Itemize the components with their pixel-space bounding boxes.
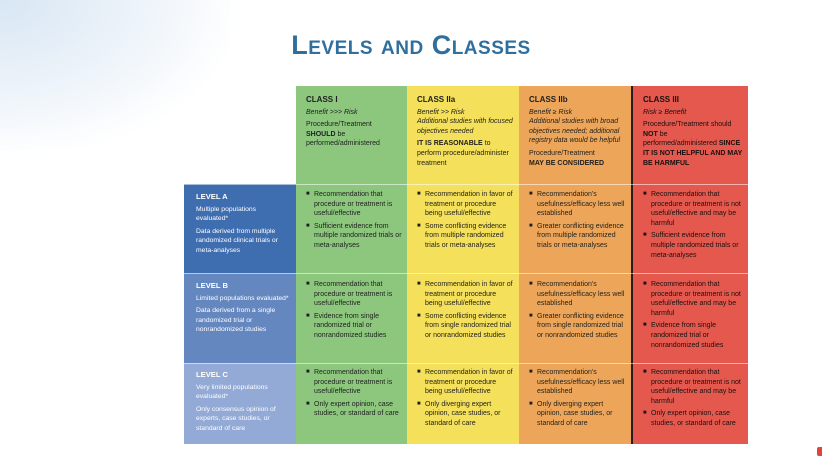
class-desc-bold: SINCE IT IS NOT HELPFUL AND MAY BE HARMFUL [643,140,743,167]
recommendation-text: ■ Recommendation that procedure or treatment is not useful/effective and may be harmful [643,368,743,406]
evidence-text: ■ Some conflicting evidence from single randomized trial or nonrandomized studies [417,312,514,341]
class-risk: Risk ≥ Benefit [643,108,687,116]
class-desc-bold: IT IS REASONABLE [417,140,483,148]
class-iii-header [639,95,747,168]
cell-c-class-iia [413,368,518,429]
evidence-text: ■ Some conflicting evidence from multiple randomized trials or meta-analyses [417,222,514,251]
grid-line [184,273,748,274]
class-desc-bold: MAY BE CONSIDERED [529,159,605,167]
class-note: Additional studies with broad objectives needed; additional registry data would be helpful [529,118,621,145]
recommendation-text: ■ Recommendation that procedure or treatment is useful/effective [306,368,402,397]
level-name: LEVEL B [196,281,228,290]
cell-c-class-iib [525,368,630,429]
recommendation-text: ■ Recommendation that procedure or treatment is not useful/effective and may be harmful [643,190,743,228]
class-name: CLASS IIb [529,95,568,104]
level-data-source: Data derived from a single randomized trial or nonrandomized studies [196,307,276,333]
class-desc-bold: NOT [643,130,658,138]
class-description [417,139,514,168]
recommendation-text: ■ Recommendation's usefulness/efficacy less well established [529,368,626,397]
class-risk: Benefit ≥ Risk [529,108,573,116]
cell-b-class-iii [639,280,747,350]
cell-a-class-i [302,190,406,251]
cell-a-class-iia [413,190,518,251]
recommendation-text: ■ Recommendation that procedure or treatment is useful/effective [306,280,402,309]
evidence-text: ■ Only expert opinion, case studies, or standard of care [306,400,402,419]
level-b-label [192,281,294,335]
level-population: Limited populations evaluated* [196,294,289,302]
evidence-text: ■ Sufficient evidence from multiple randomized trials or meta-analyses [306,222,402,251]
class-i-header [302,95,406,149]
level-a-label [192,192,294,255]
class-desc-bold: SHOULD [306,130,336,138]
cell-b-class-iia [413,280,518,341]
cell-a-class-iii [639,190,747,260]
level-name: LEVEL C [196,370,228,379]
class-description [306,120,402,149]
level-c-label [192,370,294,433]
recommendation-matrix [184,86,748,444]
slide-title: Levels and Classes [291,30,531,60]
class-iia-header [413,95,518,168]
class-desc-text: Procedure/Treatment should [643,121,732,129]
cell-a-class-iib [525,190,630,251]
class-description [643,120,743,168]
grid-line [184,184,748,185]
class-name: CLASS III [643,95,680,104]
class-iib-header [525,95,630,168]
evidence-text: ■ Greater conflicting evidence from single randomized trial or nonrandomized studies [529,312,626,341]
cell-c-class-i [302,368,406,419]
class-risk: Benefit >>> Risk [306,108,358,116]
recommendation-text: ■ Recommendation's usefulness/efficacy less well established [529,190,626,219]
class-desc-text: to perform procedure/administer treatment [417,140,509,167]
recommendation-text: ■ Recommendation that procedure or treatment is useful/effective [306,190,402,219]
cell-b-class-iib [525,280,630,341]
level-population: Very limited populations evaluated* [196,383,268,400]
class-desc-text: be performed/administered [643,130,717,148]
recommendation-text: ■ Recommendation's usefulness/efficacy less well established [529,280,626,309]
evidence-text: ■ Only diverging expert opinion, case studies, or standard of care [417,400,514,429]
cell-c-class-iii [639,368,747,429]
presentation-control-marker[interactable] [817,447,822,456]
level-population: Multiple populations evaluated* [196,205,257,222]
evidence-text: ■ Sufficient evidence from multiple randomized trials or meta-analyses [643,231,743,260]
recommendation-text: ■ Recommendation in favor of treatment or procedure being useful/effective [417,368,514,397]
level-name: LEVEL A [196,192,228,201]
evidence-text: ■ Only expert opinion, case studies, or standard of care [643,409,743,428]
grid-line [184,363,748,364]
class-note: Additional studies with focused objectives needed [417,118,513,135]
evidence-text: ■ Only diverging expert opinion, case studies, or standard of care [529,400,626,429]
class-desc-text: be performed/administered [306,130,380,148]
recommendation-text: ■ Recommendation in favor of treatment or procedure being useful/effective [417,190,514,219]
cell-b-class-i [302,280,406,341]
class-desc-text: Procedure/Treatment [529,149,595,157]
class-description [529,149,626,168]
class-name: CLASS IIa [417,95,456,104]
level-data-source: Data derived from multiple randomized clinical trials or meta-analyses [196,227,278,254]
level-data-source: Only consensus opinion of experts, case studies, or standard of care [196,405,276,432]
evidence-text: ■ Greater conflicting evidence from multiple randomized trials or meta-analyses [529,222,626,251]
class-risk: Benefit >> Risk [417,108,465,116]
class-name: CLASS I [306,95,338,104]
recommendation-text: ■ Recommendation in favor of treatment or procedure being useful/effective [417,280,514,309]
evidence-text: ■ Evidence from single randomized trial or nonrandomized studies [306,312,402,341]
recommendation-text: ■ Recommendation that procedure or treatment is not useful/effective and may be harmful [643,280,743,318]
evidence-text: ■ Evidence from single randomized trial or nonrandomized studies [643,321,743,350]
class-desc-text: Procedure/Treatment [306,121,372,129]
